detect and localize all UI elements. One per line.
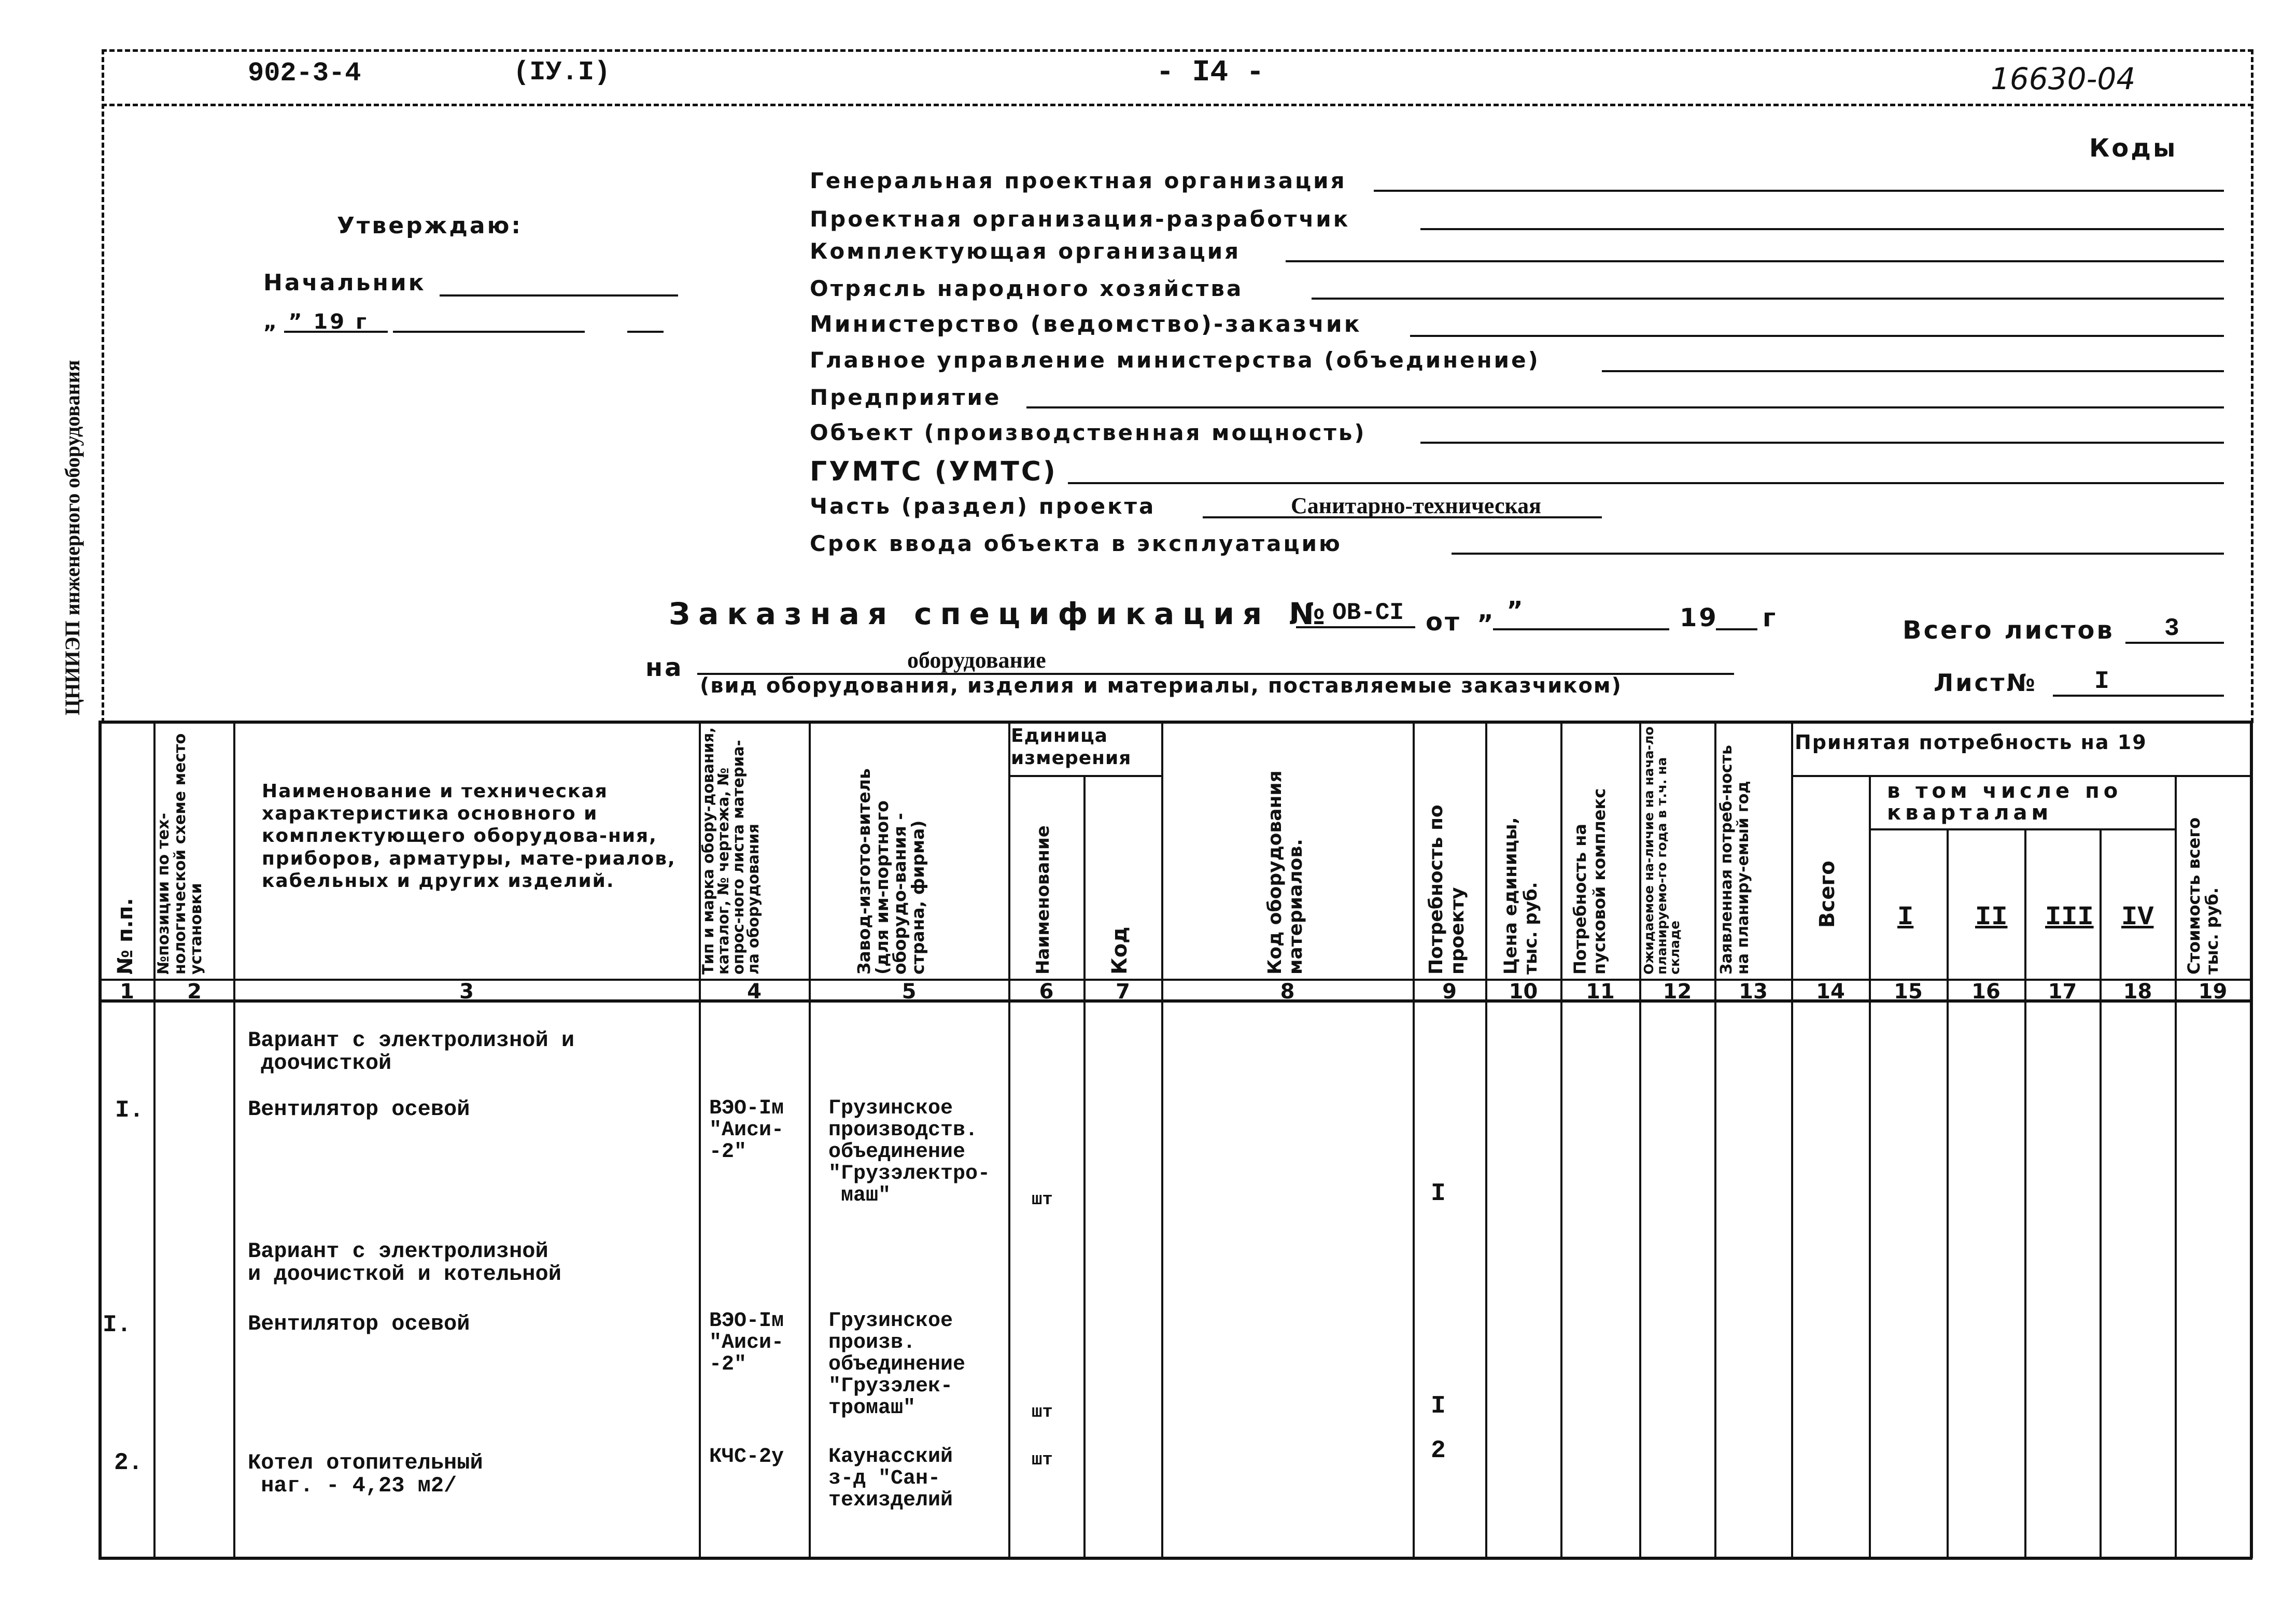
colnum-7: 7	[1116, 980, 1130, 1004]
header-c8: Код оборудования материалов.	[1264, 770, 1306, 975]
colnum-5: 5	[902, 980, 917, 1004]
colnum-11: 11	[1586, 980, 1615, 1004]
frame-top	[102, 49, 2253, 52]
approval-date: „ ” 19 г	[263, 310, 369, 334]
col-line-5	[1008, 721, 1010, 1558]
frame-right	[2251, 49, 2253, 723]
approval-year-line	[627, 331, 664, 333]
field-ministry: Министерство (ведомство)-заказчик	[810, 311, 1362, 337]
colnum-17: 17	[2048, 980, 2077, 1004]
row4-no: I.	[103, 1311, 132, 1338]
codes-label: Коды	[2089, 134, 2178, 163]
col-line-18	[2175, 775, 2177, 1558]
accepted-group-divider	[1791, 775, 2252, 777]
row5-type: КЧС-2у	[709, 1445, 784, 1469]
sheet-label: Лист№	[1934, 669, 2037, 697]
header-c12: Ожидаемое на-личие на нача-ло планируемо-го года в т.ч. на складе	[1641, 726, 1682, 975]
col-line-9	[1485, 721, 1487, 1558]
field-general-org-line	[1374, 190, 2224, 192]
col-line-0	[98, 721, 102, 1558]
approval-signature-line	[440, 294, 678, 297]
header-c1: № п.п.	[114, 898, 137, 975]
field-design-org-line	[1420, 228, 2224, 230]
row5-unit: шт	[1032, 1450, 1053, 1470]
colnum-16: 16	[1971, 980, 2001, 1004]
spec-number: ОВ-СI	[1332, 599, 1404, 626]
field-complete-org: Комплектующая организация	[810, 238, 1241, 264]
field-object: Объект (производственная мощность)	[810, 420, 1367, 445]
row4-maker: Грузинское произв. объединение "Грузэлек- тромаш"	[828, 1309, 966, 1420]
header-c4: Тип и марка обору-дования, каталог, № чертежа, № опрос-ного листа материа-ла оборудования	[699, 727, 762, 975]
col-line-7	[1161, 721, 1163, 1558]
row4-name: Вентилятор осевой	[248, 1311, 470, 1336]
colnum-15: 15	[1894, 980, 1923, 1004]
field-enterprise: Предприятие	[810, 385, 1002, 410]
header-unit-group: Единица измерения	[1011, 725, 1132, 769]
row5-qty: 2	[1431, 1437, 1446, 1465]
colnum-2: 2	[187, 980, 202, 1004]
colnum-8: 8	[1280, 980, 1295, 1004]
sheet-line	[2053, 695, 2224, 697]
header-quarters-group: в том числе по кварталам	[1887, 779, 2122, 825]
header-divider	[102, 104, 2253, 106]
field-industry: Отрясль народного хозяйства	[810, 276, 1244, 301]
field-project-part-value: Санитарно-техническая	[1291, 493, 1541, 518]
header-c13: Заявленная потреб-ность на планиру-емый год	[1717, 745, 1752, 975]
field-ministry-line	[1410, 335, 2224, 337]
field-complete-org-line	[1286, 260, 2224, 262]
frame-left	[102, 49, 104, 723]
header-c17: III	[2045, 902, 2094, 933]
row4-qty: I	[1431, 1392, 1446, 1420]
spec-subject: оборудование	[907, 647, 1046, 673]
col-line-8	[1413, 721, 1415, 1558]
colnum-18: 18	[2123, 980, 2152, 1004]
row2-maker: Грузинское производств. объединение "Грузэлектро- маш"	[828, 1097, 991, 1207]
col-line-10	[1560, 721, 1562, 1558]
header-c9: Потребность по проекту	[1426, 805, 1469, 975]
field-design-org: Проектная организация-разработчик	[810, 206, 1350, 232]
field-commission-date-line	[1452, 553, 2224, 555]
total-sheets-line	[2125, 642, 2224, 644]
colnum-9: 9	[1442, 980, 1457, 1004]
col-line-16	[2024, 828, 2026, 1558]
row2-name: Вентилятор осевой	[248, 1097, 470, 1122]
field-gumts-line	[1068, 482, 2224, 484]
spec-date-quote: „ ”	[1477, 596, 1525, 625]
header-c3: Наименование и техническая характеристика основного и комплектующего оборудова-ния, приборов, арматуры, мате-риалов, кабельных и других изделий.	[262, 781, 676, 892]
colnum-10: 10	[1509, 980, 1538, 1004]
row5-no: 2.	[114, 1449, 143, 1476]
inventory-number: 16630-04	[1991, 61, 2136, 96]
field-project-part-line	[1203, 516, 1602, 518]
album-number: (IУ.I)	[513, 57, 611, 88]
row5-maker: Каунасский з-д "Сан- техизделий	[828, 1445, 953, 1512]
sheet-value: I	[2094, 668, 2109, 696]
spec-year: 19	[1680, 603, 1719, 632]
col-line-14	[1869, 775, 1871, 1558]
colnum-19: 19	[2198, 980, 2228, 1004]
header-c10: Цена единицы, тыс. руб.	[1500, 817, 1542, 975]
col-line-6	[1083, 775, 1086, 1558]
field-industry-line	[1312, 298, 2224, 300]
total-sheets-label: Всего листов	[1903, 616, 2115, 645]
spec-on-label: на	[645, 653, 684, 682]
approval-position: Начальник	[263, 270, 426, 296]
col-line-12	[1714, 721, 1716, 1558]
page-number: - I4 -	[1156, 56, 1264, 90]
spec-year-line	[1716, 628, 1757, 630]
row3-name: Вариант с электролизной и доочисткой и котельной	[248, 1239, 561, 1287]
colnum-12: 12	[1663, 980, 1692, 1004]
colnum-1: 1	[120, 980, 134, 1004]
approval-month-line	[393, 331, 585, 333]
field-gumts: ГУМТС (УМТС)	[810, 456, 1058, 487]
col-line-2	[233, 721, 235, 1558]
header-c15: I	[1897, 902, 1914, 933]
row1-name: Вариант с электролизной и доочисткой	[248, 1028, 575, 1076]
col-line-17	[2100, 828, 2102, 1558]
spec-date-line	[1493, 628, 1669, 630]
colnum-3: 3	[459, 980, 474, 1004]
row5-name: Котел отопительный наг. - 4,23 м2/	[248, 1450, 483, 1499]
row2-qty: I	[1431, 1180, 1446, 1208]
row2-unit: шт	[1032, 1190, 1053, 1210]
header-c11: Потребность на пусковой комплекс	[1570, 788, 1609, 975]
header-c5: Завод-изгото-витель (для им-портного оборудо-вания - страна, фирма)	[854, 768, 928, 975]
spec-subject-caption: (вид оборудования, изделия и материалы, поставляемые заказчиком)	[700, 674, 1622, 698]
col-line-19	[2250, 721, 2253, 1558]
spec-from: от	[1426, 608, 1461, 637]
table-bottom-line	[98, 1557, 2252, 1560]
colnum-14: 14	[1816, 980, 1845, 1004]
approval-title: Утверждаю:	[337, 213, 523, 239]
header-c19: Стоимость всего тыс. руб.	[2184, 817, 2222, 975]
spec-year-suffix: г	[1763, 603, 1778, 632]
col-line-15	[1947, 828, 1949, 1558]
col-line-13	[1791, 721, 1793, 1558]
side-stamp: ЦНИИЭП инженерного оборудования	[61, 360, 84, 715]
total-sheets-value: 3	[2164, 615, 2179, 643]
header-c2: №позиции по тех-нологической схеме место установки	[154, 733, 205, 975]
header-c16: II	[1975, 902, 2008, 933]
col-line-4	[809, 721, 811, 1558]
field-general-org: Генеральная проектная организация	[810, 168, 1347, 193]
spec-title: Заказная спецификация №	[669, 596, 1334, 631]
colnum-4: 4	[747, 980, 762, 1004]
field-main-directorate: Главное управление министерства (объединение)	[810, 347, 1540, 373]
field-commission-date: Срок ввода объекта в эксплуатацию	[810, 531, 1342, 556]
quarters-group-divider	[1869, 828, 2175, 830]
header-c6: Наименование	[1033, 825, 1053, 975]
row2-no: I.	[115, 1097, 144, 1124]
row4-unit: шт	[1032, 1403, 1053, 1422]
row4-type: ВЭО-Iм "Аиси- -2"	[709, 1309, 784, 1376]
header-accepted-group: Принятая потребность на 19	[1795, 731, 2147, 754]
header-c18: IV	[2121, 902, 2154, 933]
row2-type: ВЭО-Iм "Аиси- -2"	[709, 1097, 784, 1164]
colnum-6: 6	[1039, 980, 1054, 1004]
field-project-part: Часть (раздел) проекта	[810, 493, 1156, 519]
approval-day-line	[284, 331, 388, 333]
spec-number-line	[1296, 626, 1415, 628]
field-object-line	[1420, 442, 2224, 444]
colnum-13: 13	[1739, 980, 1768, 1004]
field-enterprise-line	[1026, 406, 2224, 408]
header-c14: Всего	[1815, 861, 1839, 928]
doc-code: 902-3-4	[248, 58, 361, 89]
table-top-line	[98, 721, 2252, 724]
header-c7: Код	[1108, 926, 1132, 975]
field-main-directorate-line	[1602, 370, 2224, 372]
